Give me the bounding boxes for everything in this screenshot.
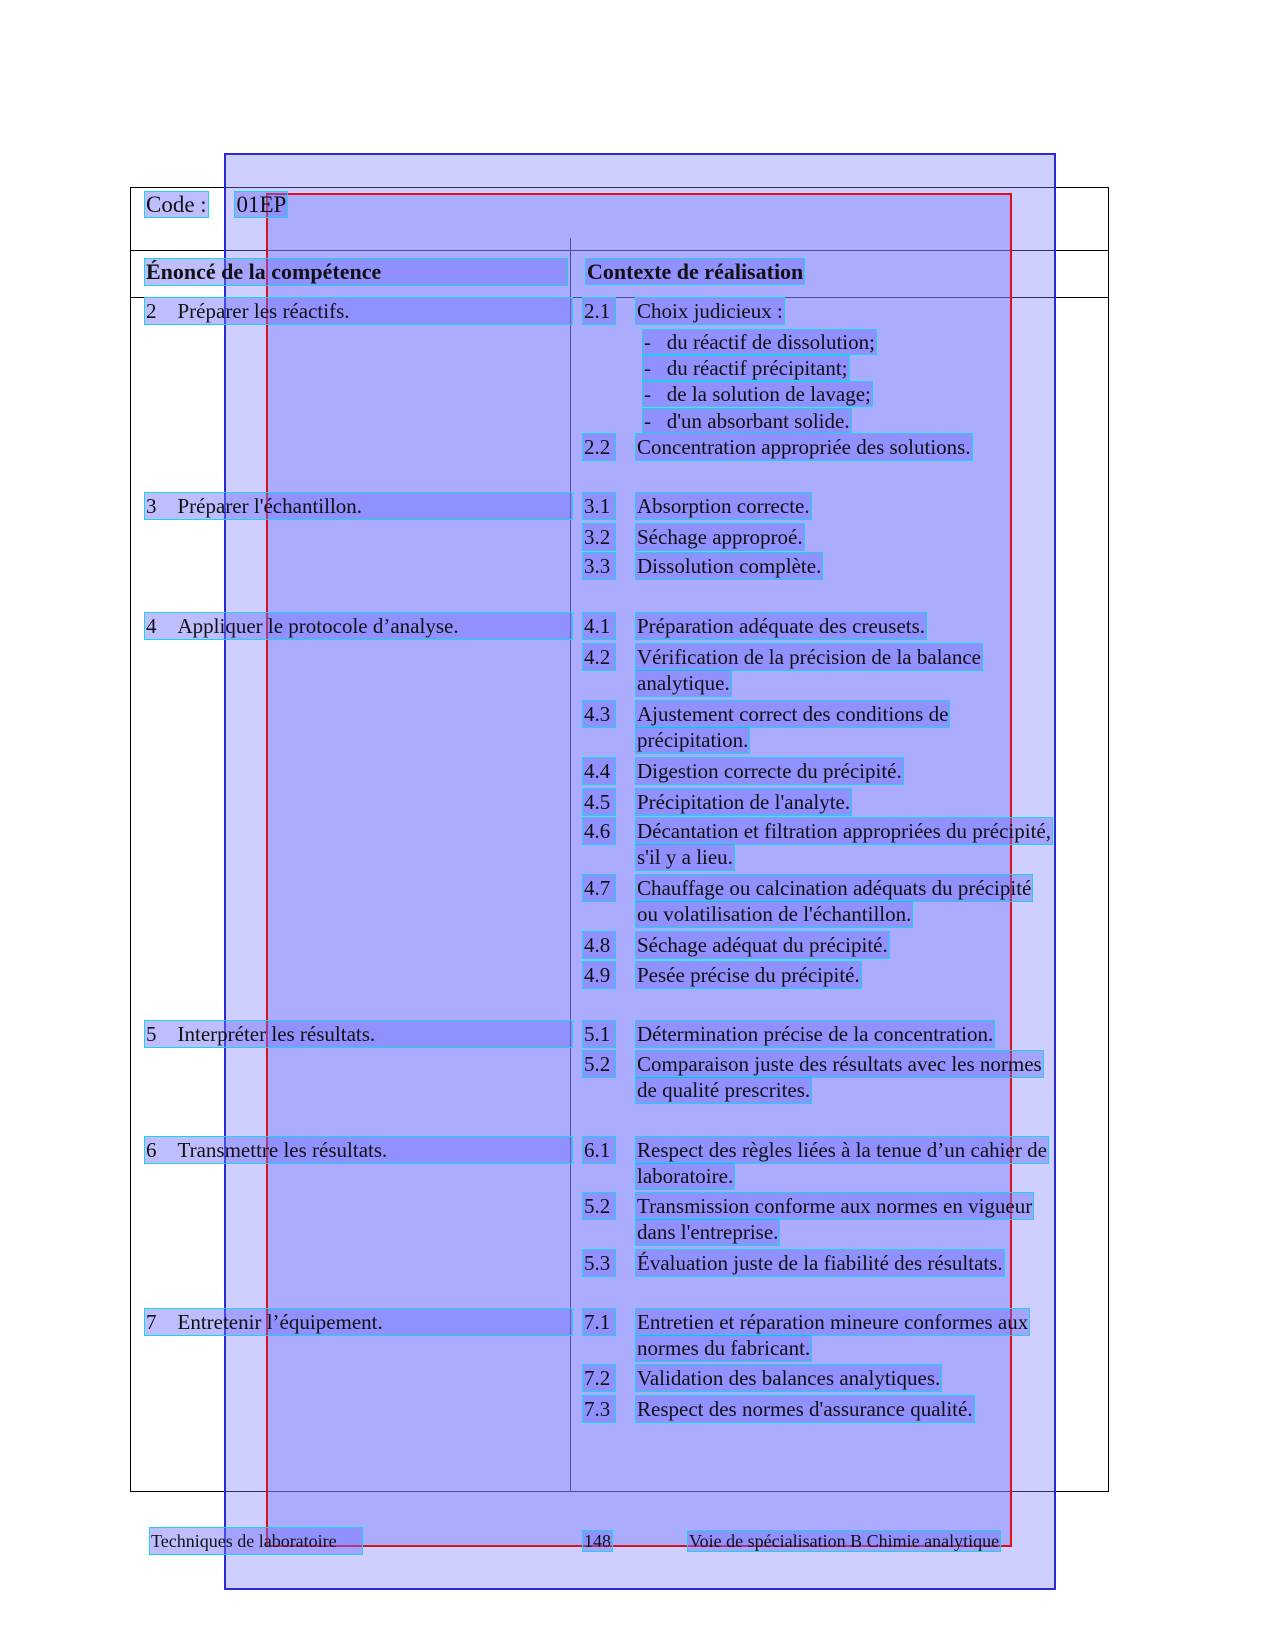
competence-5: 5 Interpréter les résultats. xyxy=(145,1021,572,1047)
competence-4: 4 Appliquer le protocole d’analyse. xyxy=(145,613,572,639)
code-label: Code : 01EP xyxy=(146,192,287,217)
bullet-3: - de la solution de lavage; xyxy=(644,382,871,406)
bullet-4: - d'un absorbant solide. xyxy=(644,409,850,433)
competence-3: 3 Préparer l'échantillon. xyxy=(145,493,572,519)
column-header-enonce: Énoncé de la compétence xyxy=(145,259,567,285)
code-value: 01EP xyxy=(236,192,287,217)
bullet-2: - du réactif précipitant; xyxy=(644,356,848,380)
footer-left: Techniques de laboratoire xyxy=(150,1528,362,1554)
competence-7: 7 Entretenir l’équipement. xyxy=(145,1309,572,1335)
footer-right: Voie de spécialisation B Chimie analytique xyxy=(689,1531,1000,1551)
footer-page-number: 148 xyxy=(584,1531,611,1551)
bullet-1: - du réactif de dissolution; xyxy=(644,330,875,354)
competence-6: 6 Transmettre les résultats. xyxy=(145,1137,572,1163)
competence-2: 2 Préparer les réactifs. xyxy=(145,298,572,324)
column-header-contexte: Contexte de réalisation xyxy=(587,259,804,284)
